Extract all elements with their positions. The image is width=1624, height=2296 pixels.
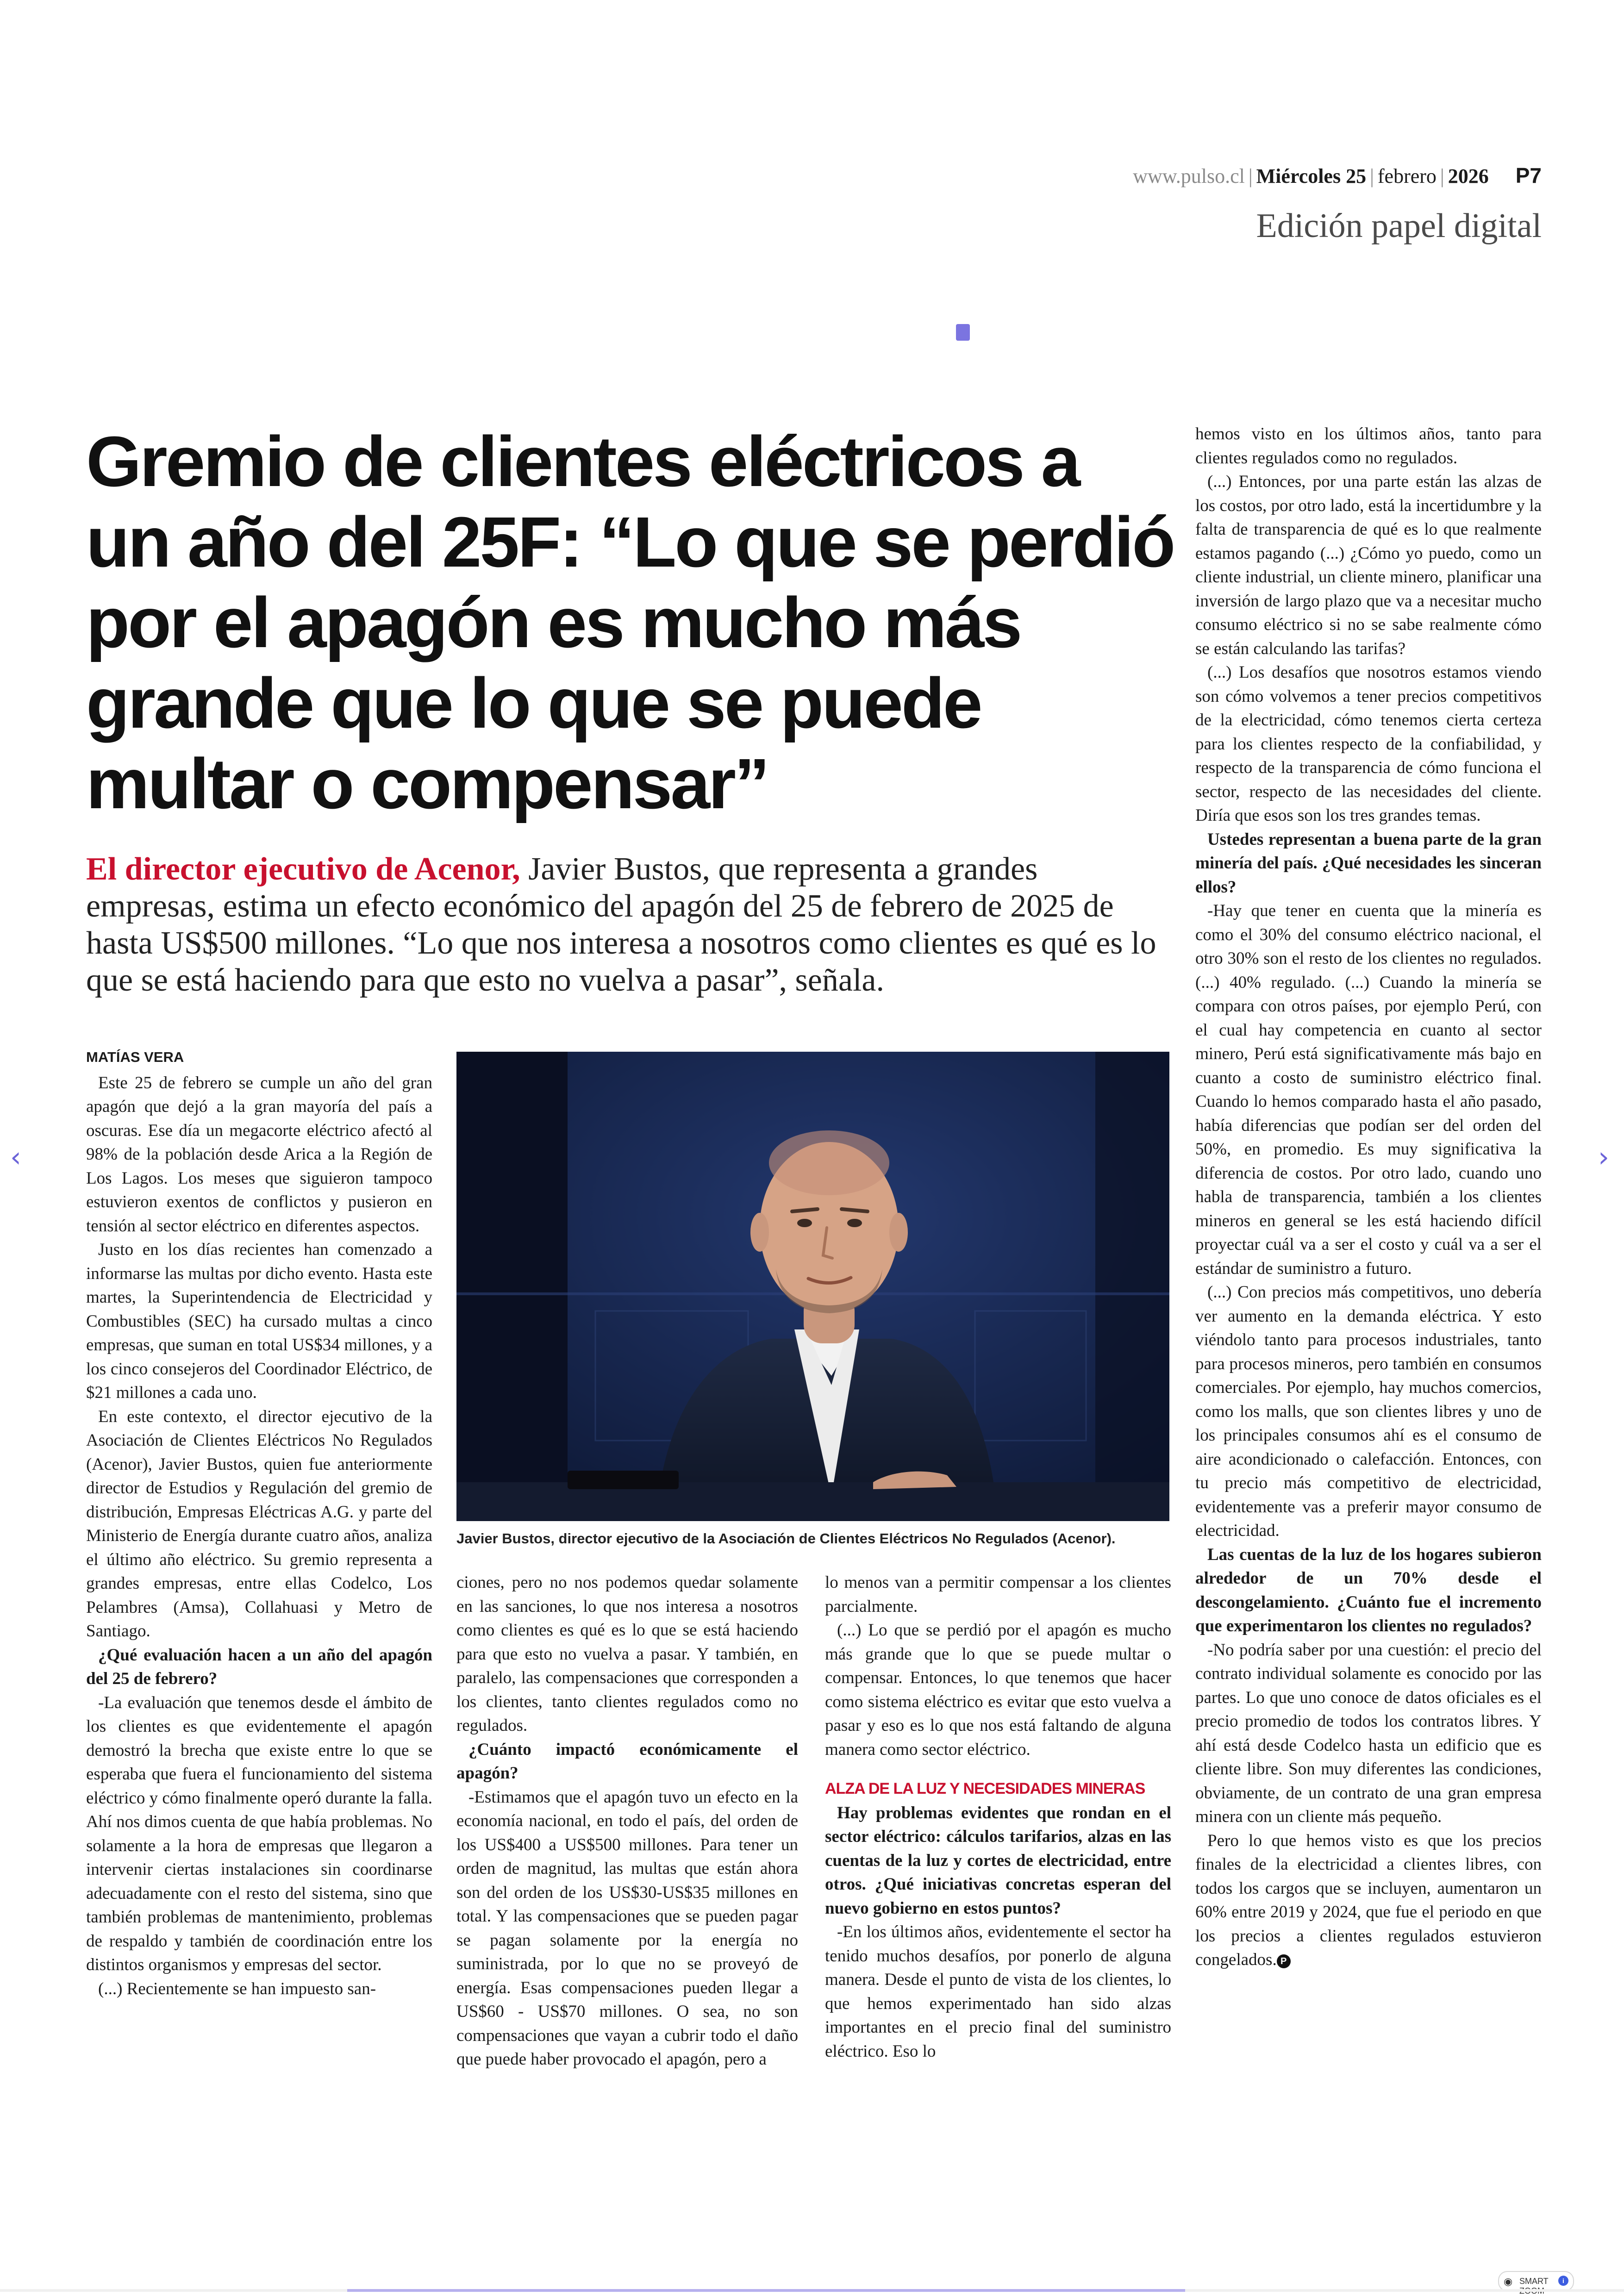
paragraph: (...) Lo que se perdió por el apagón es mucho más grande que lo que se puede multar o compensar. Entonces, lo que tenemos que hacer como sistema eléctrico es evitar que esto vuelva a pasar y eso es lo que nos está faltando de alguna manera como sector eléctrico. — [825, 1621, 1171, 1759]
header-month: febrero — [1377, 165, 1437, 187]
interview-question: Hay problemas evidentes que rondan en el sector eléctrico: cálculos tarifarios, alzas en las cuentas de la luz y cortes de electricidad, entre otros. ¿Qué iniciativas concretas esperan del nuevo gobierno en estos puntos? — [825, 1803, 1171, 1918]
next-page-button[interactable]: › — [1598, 1141, 1609, 1173]
smart-zoom-label: SMART — [1519, 2277, 1549, 2286]
paragraph: Este 25 de febrero se cumple un año del gran apagón que dejó a la gran mayoría del país a oscuras. Ese día un megacorte eléctrico afectó al 98% de la población desde Arica a la Región de Los Lagos. Los meses que siguieron tampoco estuvieron exentos de conflictos y pusieron en tensión al sector eléctrico en diferentes aspectos. — [86, 1073, 432, 1235]
scroll-thumb[interactable] — [347, 2289, 1185, 2292]
paragraph: lo menos van a permitir compensar a los clientes parcialmente. — [825, 1573, 1171, 1616]
header-year: 2026 — [1448, 165, 1489, 187]
paragraph: -Hay que tener en cuenta que la minería es como el 30% del consumo eléctrico nacional, el otro 30% son el resto de los clientes no regulados. (...) 40% regulado. (...) Cuando la minería se compara con otros países, por ejemplo Perú, con el cual hay competencia en cuanto al sector minero, Perú está significativamente más bajo en cuanto a costo de suministro eléctrico final. Cuando lo hemos comparado hasta el año pasado, había diferencias que podían ser del orden del 50%, en promedio. Es muy significativa la diferencia de costos. Por otro lado, cuando uno habla de transparencia, también a los clientes mineros en general se les está haciendo difícil proyectar cuál va a ser el costo y cuál va a ser el estándar de suministro a futuro. — [1195, 901, 1542, 1278]
interview-question: ¿Qué evaluación hacen a un año del apagón del 25 de febrero? — [86, 1645, 432, 1688]
paragraph — [1195, 1829, 1542, 1972]
paragraph: (...) Recientemente se han impuesto san- — [98, 1979, 376, 1998]
interview-question: Las cuentas de la luz de los hogares subieron alrededor de un 70% desde el descongelamiento. ¿Cuánto fue el incremento que experimentaron los clientes no regulados? — [1195, 1545, 1542, 1635]
interview-question: Ustedes representan a buena parte de la gran minería del país. ¿Qué necesidades les sinceran ellos? — [1195, 830, 1542, 897]
end-of-article-icon: P — [1277, 1954, 1291, 1968]
smart-zoom-button[interactable] — [1498, 2271, 1574, 2291]
photo-caption: Javier Bustos, director ejecutivo de la Asociación de Clientes Eléctricos No Regulados (Acenor). — [456, 1530, 1116, 1547]
paragraph: -En los últimos años, evidentemente el sector ha tenido muchos desafíos, por ponerlo de alguna manera. Desde el punto de vista de los clientes, lo que hemos experimentado han sido alzas importantes en el precio final del suministro eléctrico. Eso lo — [825, 1922, 1171, 2061]
paragraph: En este contexto, el director ejecutivo de la Asociación de Clientes Eléctricos No Regulados (Acenor), Javier Bustos, quien fue anteriormente director de Estudios y Regulación del gremio de distribución, Empresas Eléctricas A.G. y parte del Ministerio de Energía durante cuatro años, analiza el último año eléctrico. Su gremio representa a grandes empresas, entre ellas Codelco, Los Pelambres (Amsa), Collahuasi y Metro de Santiago. — [86, 1407, 432, 1641]
standfirst-text: Javier Bustos, que representa a grandes empresas, estima un efecto económico del apagón del 25 de febrero de 2025 de hasta US$500 millones. “Lo que nos interesa a nosotros como clientes es qué es lo que se está haciendo para que esto no vuelva a pasar”, señala. — [86, 851, 1156, 998]
header-weekday: Miércoles 25 — [1256, 165, 1367, 187]
paragraph: (...) Con precios más competitivos, uno debería ver aumento en la demanda eléctrica. Y esto viéndolo tanto para procesos industriales, tanto para procesos mineros, pero también en consumos comerciales. Por ejemplo, hay muchos comercios, como los malls, que son clientes libres y uno de los principales consumos ahí es el consumo de aire acondicionado o calefacción. Entonces, con tu precio más competitivo de electricidad, evidentemente vas a preferir mayor consumo de electricidad. — [1195, 1283, 1542, 1540]
site-url: www.pulso.cl — [1133, 165, 1245, 187]
portrait-illustration — [456, 1052, 1169, 1521]
paragraph: Justo en los días recientes han comenzado a informarse las multas por dicho evento. Hasta este martes, la Superintendencia de Electricidad y Combustibles (SEC) ha cursado multas a cinco empresas, que suman en total US$34 millones, y a los cinco consejeros del Coordinador Eléctrico, de $21 millones a cada uno. — [86, 1240, 432, 1402]
section-heading: ALZA DE LA LUZ Y NECESIDADES MINERAS — [825, 1780, 1145, 1797]
paragraph: -No podría saber por una cuestión: el precio del contrato individual solamente es conocido por las partes. Lo que uno conoce de datos oficiales es el precio promedio de todos los contratos libres. Y ahí está desde Codelco hasta un edificio que es cliente libre. Son muy diferentes las condiciones, obviamente, de un contrato de una gran empresa minera con un cliente más pequeño. — [1195, 1640, 1542, 1826]
page-header: www.pulso.cl | Miércoles 25 | febrero | 2026 P7 — [1133, 163, 1542, 187]
paragraph: (...) Entonces, por una parte están las alzas de los costos, por otro lado, está la incertidumbre y la falta de transparencia de qué es lo que realmente estamos pagando (...) ¿Cómo yo puedo, como un cliente industrial, un cliente minero, planificar una inversión de largo plazo que va a necesitar mucho consumo eléctrico si no se sabe realmente cómo se están calculando las tarifas? — [1195, 472, 1542, 658]
article-column-1 — [86, 1045, 432, 2001]
eye-icon: ◉ — [1504, 2276, 1513, 2287]
bookmark-icon[interactable] — [956, 324, 970, 341]
page-number: P7 — [1515, 163, 1542, 187]
article-standfirst — [86, 851, 1169, 999]
article-column-4 — [1195, 422, 1542, 1972]
edition-label: Edición papel digital — [1256, 207, 1542, 245]
paragraph: -La evaluación que tenemos desde el ámbito de los clientes es que evidentemente el apagón demostró la brecha que existe entre lo que se esperaba que fuera el funcionamiento del sistema eléctrico y cómo finalmente operó durante la falla. Ahí nos dimos cuenta de que había problemas. No solamente a la hora de empresas que llegaron a intervenir ciertas instalaciones sin coordinarse adecuadamente con el resto del sistema, sino que también problemas de mantenimiento, problemas de respaldo y también de coordinación entre los distintos organismos y empresas del sector. — [86, 1693, 432, 1974]
paragraph: hemos visto en los últimos años, tanto para clientes regulados como no regulados. — [1195, 424, 1542, 468]
standfirst-lead: El director ejecutivo de Acenor, — [86, 851, 520, 887]
article-headline: Gremio de clientes eléctricos a un año del 25F: “Lo que se perdió por el apagón es mucho más grande que lo que se puede multar o compensar” — [86, 422, 1174, 824]
paragraph: -Estimamos que el apagón tuvo un efecto en la economía nacional, en todo el país, del orden de los US$400 a US$500 millones. Para tener un orden de magnitud, las multas que están ahora son del orden de los US$30-US$35 millones en total. Y las compensaciones que se pueden pagar se pagan solamente por la energía no suministrada, por lo que no se proveyó de energía. Esas compensaciones pueden llegar a US$60 - US$70 millones. O sea, no son compensaciones que vayan a cubrir todo el daño que puede haber provocado el apagón, pero a — [456, 1787, 798, 2069]
portrait-photo — [456, 1052, 1169, 1521]
previous-page-button[interactable]: ‹ — [10, 1141, 21, 1173]
interview-question: ¿Cuánto impactó económicamente el apagón? — [456, 1740, 798, 1783]
info-icon: i — [1558, 2276, 1568, 2286]
page-scroll-bar[interactable] — [0, 2289, 1624, 2292]
article-column-2 — [456, 1571, 798, 2071]
article-column-3 — [825, 1571, 1171, 2063]
paragraph: ciones, pero no nos podemos quedar solamente en las sanciones, lo que nos interesa a nosotros como clientes es qué es lo que se está haciendo para que esto no vuelva a pasar. Y también, en paralelo, las compensaciones que corresponden a los clientes, tanto clientes regulados como no regulados. — [456, 1573, 798, 1735]
paragraph: (...) Los desafíos que nosotros estamos viendo son cómo volvemos a tener precios competitivos de la electricidad, cómo tenemos cierta certeza para los clientes respecto de la confiabilidad, y respecto de la transparencia de cómo funciona el sector, respecto de las necesidades del cliente. Diría que esos son los tres grandes temas. — [1195, 663, 1542, 825]
paragraph-text: Pero lo que hemos visto es que los precios finales de la electricidad a clientes libres, con todos los cargos que se incluyen, aumentaron un 60% entre 2019 y 2024, que fue el periodo en que los precios a clientes regulados estuvieron congelados. — [1195, 1831, 1542, 1969]
byline: MATÍAS VERA — [86, 1049, 184, 1065]
